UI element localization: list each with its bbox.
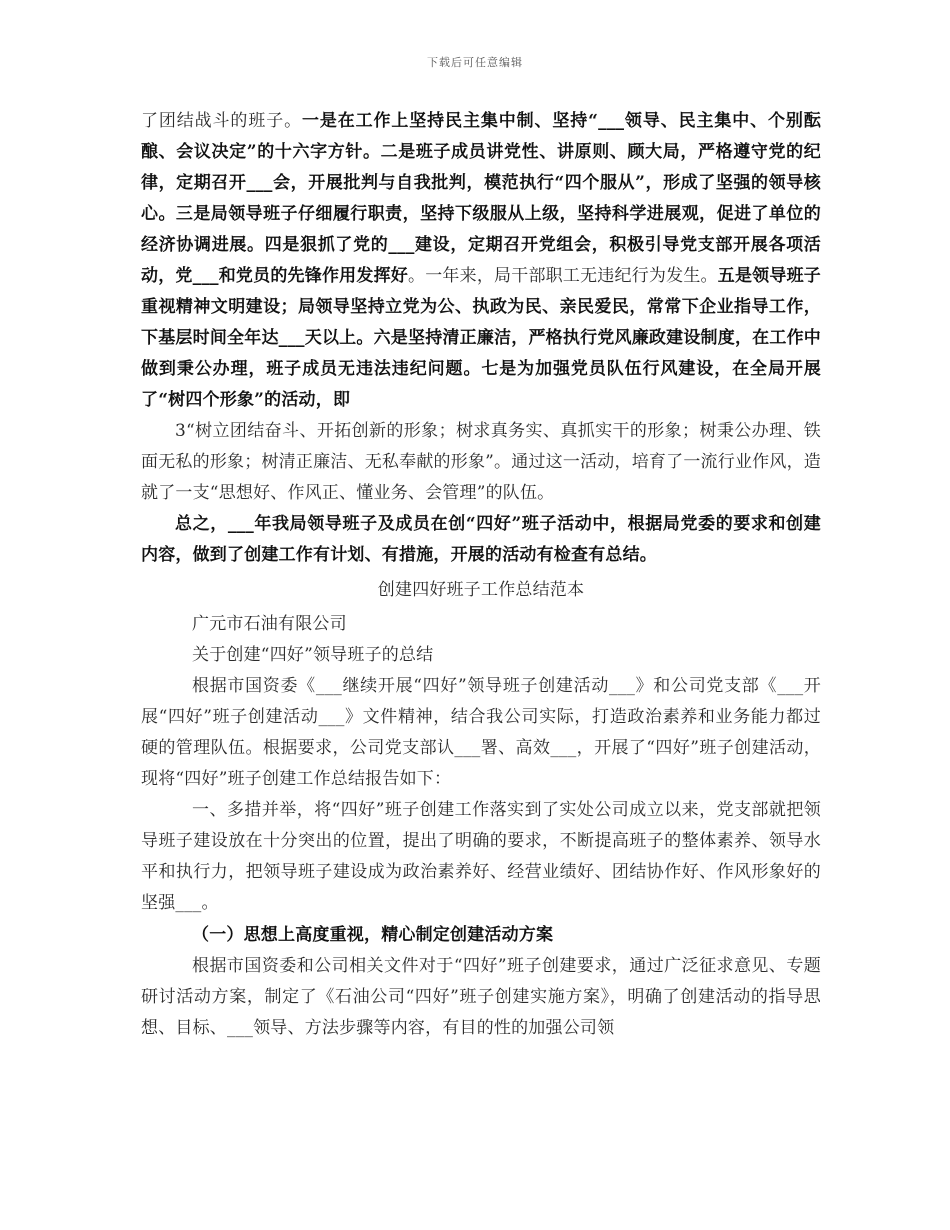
paragraph-measures: 一、多措并举，将“四好”班子创建工作落实到了实处公司成立以来，党支部就把领导班子建设放在十分突出的位置，提出了明确的要求，不断提高班子的整体素养、领导水平和执行力，把领导班子建设成为政治素养好、经营业绩好、团结协作好、作风形象好的坚强___。 [141,800,821,913]
company-name: 广元市石油有限公司 [192,614,347,634]
paragraph-plan: 根据市国资委和公司相关文件对于“四好”班子创建要求，通过广泛征求意见、专题研讨活动方案，制定了《石油公司“四好”班子创建实施方案》，明确了创建活动的指导思想、目标、___领导、方法步骤等内容，有目的性的加强公司领 [141,956,821,1038]
paragraph-achievements [141,106,821,416]
text-run: 了团结战斗的班子。 [141,111,302,131]
paragraph-conclusion: 总之，___年我局领导班子及成员在创“四好”班子活动中，根据局党委的要求和创建内容，做到了创建工作有计划、有措施，开展的活动有检查有总结。 [141,514,821,565]
page-header: 下载后可任意编辑 [427,56,523,69]
report-subject: 关于创建“四好”领导班子的总结 [192,645,434,665]
document-title: 创建四好班子工作总结范本 [377,580,585,600]
text-run-bold: 五是领导班子重视精神文明建设；局领导坚持立党为公、执政为民、亲民爱民，常常下企业指导工作，下基层时间全年达___天以上。六是坚持清正廉洁，严格执行党风廉政建设制度，在工作中做到秉公办理，班子成员无违法违纪问题。七是为加强党员队伍行风建设，在全局开展了“树四个形象”的活动，即 [141,266,821,410]
document-body [141,106,821,1044]
text-run-bold: 一是在工作上坚持民主集中制、坚持“___领导、民主集中、个别酝酿、会议决定”的十六字方针。二是班子成员讲党性、讲原则、顾大局，严格遵守党的纪律，定期召开___会，开展批判与自我批判，模范执行“四个服从”，形成了坚强的领导核心。三是局领导班子仔细履行职责，坚持下级服从上级，坚持科学进展观，促进了单位的经济协调进展。四是狠抓了党的___建设，定期召开党组会，积极引导党支部开展各项活动，党___和党员的先锋作用发挥好 [141,111,821,286]
paragraph-four-images: 3“树立团结奋斗、开拓创新的形象；树求真务实、真抓实干的形象；树秉公办理、铁面无私的形象；树清正廉洁、无私奉献的形象”。通过这一活动，培育了一流行业作风，造就了一支“思想好、作风正、懂业务、会管理”的队伍。 [141,421,821,503]
section-heading-1: （一）思想上高度重视，精心制定创建活动方案 [192,925,554,945]
paragraph-basis: 根据市国资委《___继续开展“四好”领导班子创建活动___》和公司党支部《___开展“四好”班子创建活动___》文件精神，结合我公司实际，打造政治素养和业务能力都过硬的管理队伍。根据要求，公司党支部认___署、高效___，开展了“四好”班子创建活动，现将“四好”班子创建工作总结报告如下： [141,676,821,789]
text-run: 。一年来，局干部职工无违纪行为发生。 [408,266,718,286]
